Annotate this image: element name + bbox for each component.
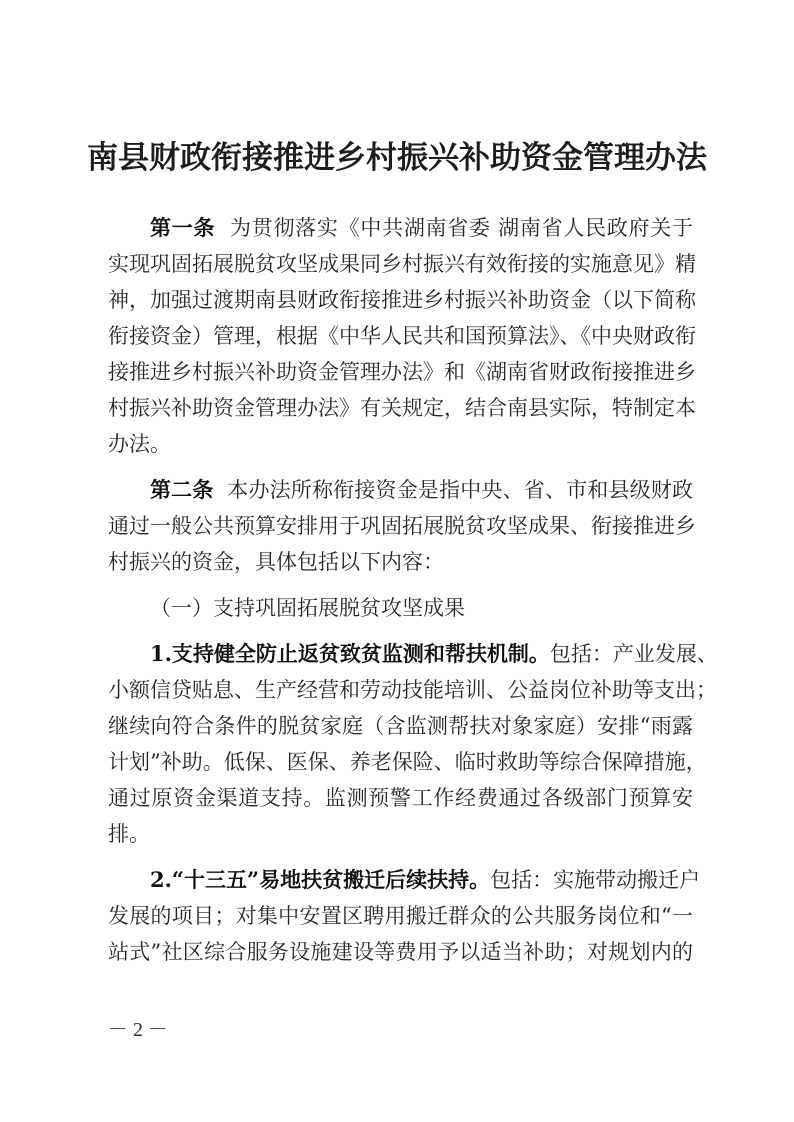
item2-line-3: 站式”社区综合服务设施建设等费用予以适当补助；对规划内的 — [108, 940, 693, 964]
item1-line-3: 继续向符合条件的脱贫家庭（含监测帮扶对象家庭）安排“雨露 — [108, 714, 693, 738]
item2-line-2: 发展的项目；对集中安置区聘用搬迁群众的公共服务岗位和“一 — [108, 904, 693, 928]
article2-line-3: 村振兴的资金，具体包括以下内容： — [108, 550, 444, 574]
item2-label: 2.“十三五”易地扶贫搬迁后续扶持。 — [150, 867, 491, 892]
article1-label: 第一条 — [150, 215, 216, 240]
article1-line-2: 实现巩固拓展脱贫攻坚成果同乡村振兴有效衔接的实施意见》精 — [108, 252, 696, 276]
item1-text-1: 包括：产业发展、 — [549, 642, 718, 666]
article1-line-3: 神，加强过渡期南县财政衔接推进乡村振兴补助资金（以下简称 — [108, 288, 696, 312]
article2-line-1 — [108, 472, 693, 508]
article2-line-2: 通过一般公共预算安排用于巩固拓展脱贫攻坚成果、衔接推进乡 — [108, 514, 696, 538]
section1-heading: （一）支持巩固拓展脱贫攻坚成果 — [150, 596, 465, 620]
document-body — [108, 210, 718, 970]
page-number: － 2 － — [108, 1019, 168, 1041]
article1-line-1 — [108, 210, 693, 246]
article2-text-1: 本办法所称衔接资金是指中央、省、市和县级财政 — [227, 478, 694, 502]
item1-line-1 — [108, 636, 718, 672]
item1-line-4: 计划”补助。低保、医保、养老保险、临时救助等综合保障措施， — [108, 750, 707, 774]
article2-label: 第二条 — [150, 477, 214, 502]
article1-text-1: 为贯彻落实《中共湖南省委 湖南省人民政府关于 — [230, 216, 693, 240]
item1-line-2: 小额信贷贴息、生产经营和劳动技能培训、公益岗位补助等支出； — [108, 678, 717, 702]
document-title: 南县财政衔接推进乡村振兴补助资金管理办法 — [87, 140, 707, 176]
article1-line-7: 办法。 — [108, 432, 171, 456]
item1-line-5: 通过原资金渠道支持。监测预警工作经费通过各级部门预算安 — [108, 786, 693, 810]
item1-label: 1.支持健全防止返贫致贫监测和帮扶机制。 — [150, 641, 550, 666]
article1-line-4: 衔接资金）管理，根据《中华人民共和国预算法》、《中央财政衔 — [108, 324, 696, 348]
article1-line-5: 接推进乡村振兴补助资金管理办法》和《湖南省财政衔接推进乡 — [108, 360, 696, 384]
item2-text-1: 包括：实施带动搬迁户 — [490, 868, 701, 892]
item2-line-1 — [108, 862, 701, 898]
article1-line-6: 村振兴补助资金管理办法》有关规定，结合南县实际，特制定本 — [108, 396, 696, 420]
item1-line-6: 排。 — [108, 822, 150, 846]
